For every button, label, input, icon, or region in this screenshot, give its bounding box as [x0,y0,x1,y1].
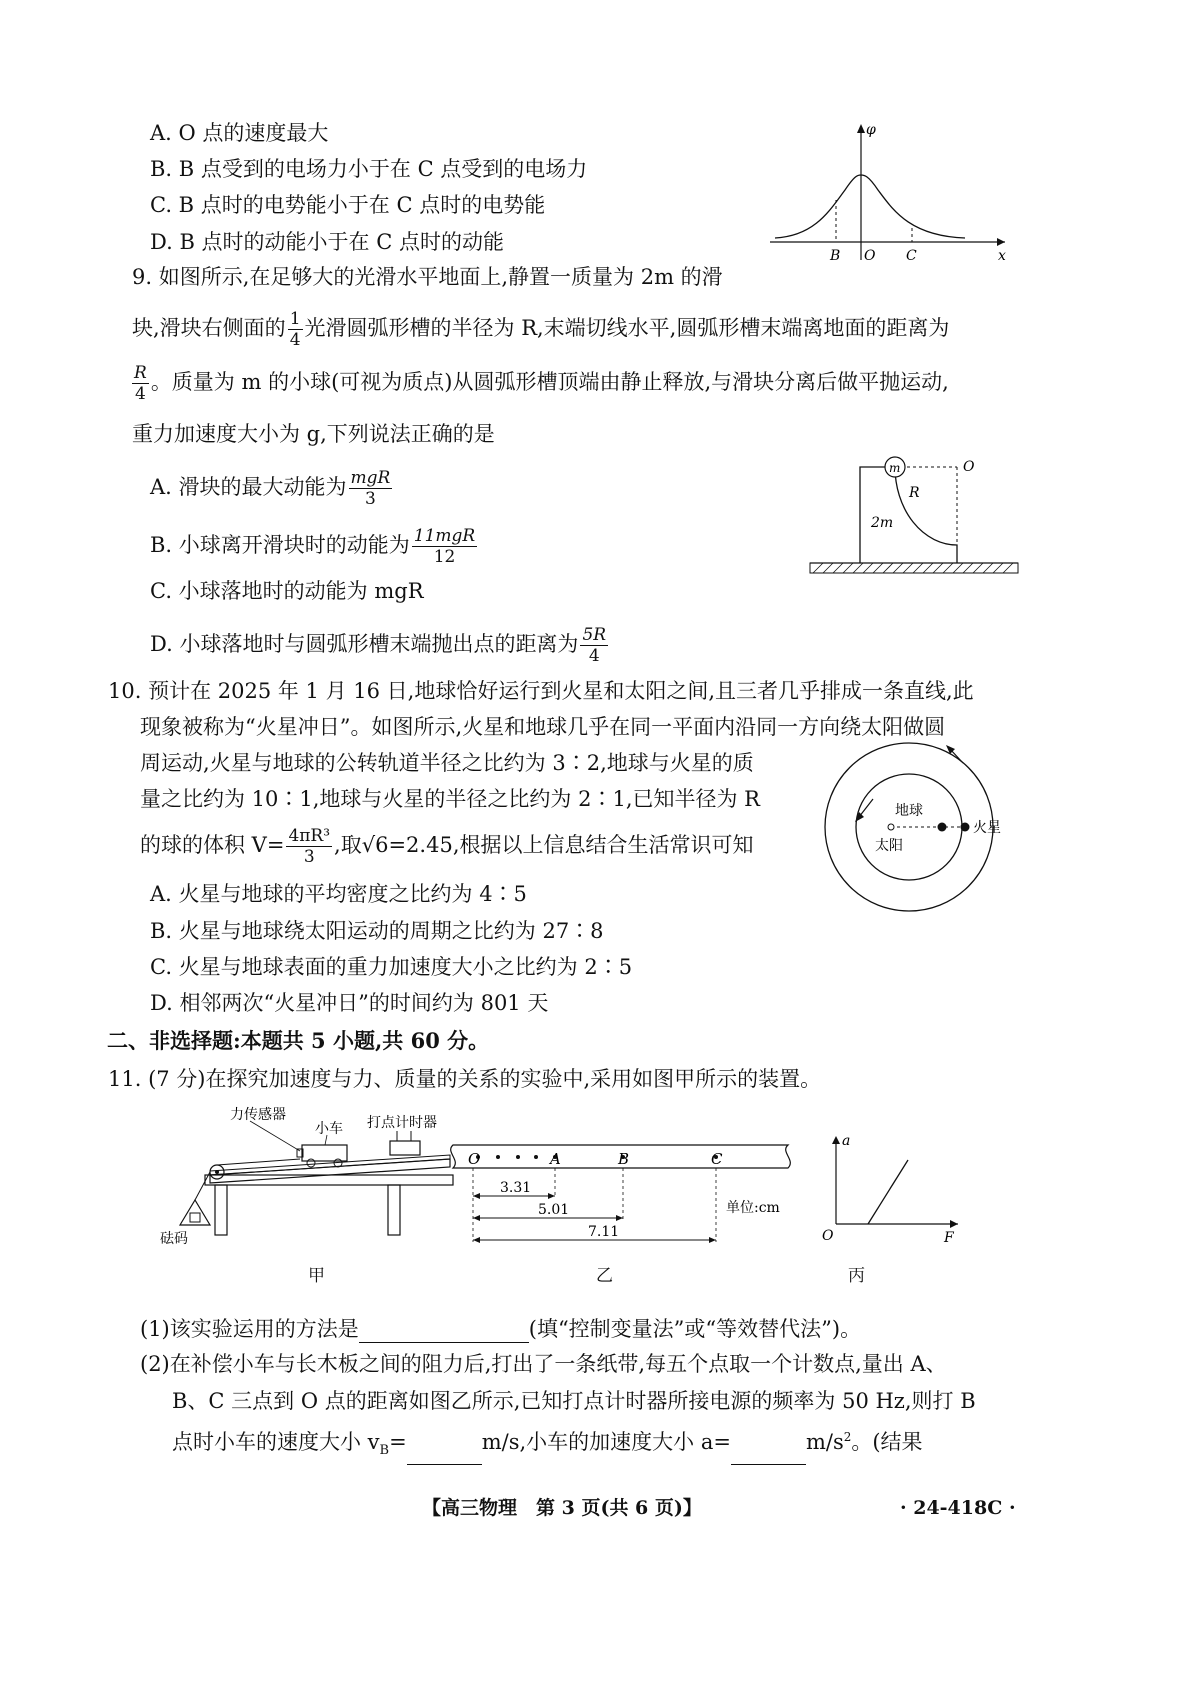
tape-c-label: C [711,1150,723,1168]
q9-option-a [150,465,394,509]
q8-option-a: A. O 点的速度最大 [150,121,329,145]
cart-label: 小车 [315,1121,343,1137]
q10-option-b: B. 火星与地球绕太阳运动的周期之比约为 27∶8 [150,919,604,943]
x-label: x [998,248,1006,264]
distance-oa: 3.31 [500,1180,532,1196]
sensor-label: 力传感器 [230,1107,286,1123]
fraction-quarter [288,309,303,350]
origin-label: O [822,1228,834,1244]
answer-blank-acceleration[interactable] [731,1442,806,1465]
timer-label: 打点计时器 [367,1115,437,1131]
subscript-b: B [379,1443,390,1459]
weight-label: 砝码 [160,1231,188,1247]
frac-num: R [134,363,147,383]
fraction-volume [286,826,332,867]
frac-den: 3 [365,489,376,509]
q10-line3: 周运动,火星与地球的公转轨道半径之比约为 3∶2,地球与火星的质 [140,751,754,775]
point-o-label: O [864,248,876,264]
q9-line4: 重力加速度大小为 g,下列说法正确的是 [132,422,495,446]
phi-label: φ [866,122,876,138]
sun-label: 太阳 [875,838,903,854]
tape-o-label: O [468,1150,481,1168]
q9-line3 [130,360,949,404]
part2-text-c: m/s,小车的加速度大小 a= [481,1430,731,1454]
frac-den: 3 [303,847,315,867]
point-c-label: C [906,248,917,264]
fraction [349,468,393,509]
q11-part2-line1: (2)在补偿小车与长木板之间的阻力后,打出了一条纸带,每五个点取一个计数点,量出 A、 [140,1352,947,1376]
q9-option-b [150,523,479,567]
superscript-2: 2 [843,1430,852,1444]
q9-line2-text-b: 光滑圆弧形槽的半径为 R,末端切线水平,圆弧形槽末端离地面的距离为 [304,316,950,340]
frac-den: 4 [134,384,146,404]
q11-line1: 11. (7 分)在探究加速度与力、质量的关系的实验中,采用如图甲所示的装置。 [108,1067,822,1091]
center-o-label: O [963,459,975,475]
part1-text-a: (1)该实验运用的方法是 [140,1317,359,1341]
caption-yi: 乙 [596,1266,613,1286]
q9-option-d [150,622,610,666]
q9-block-figure [805,455,1025,580]
part1-text-b: (填“控制变量法”或“等效替代法”)。 [528,1317,862,1341]
q11-a-f-graph [818,1130,968,1245]
frac-num: 11mgR [413,526,476,546]
answer-blank-velocity[interactable] [407,1442,482,1465]
caption-jia: 甲 [308,1266,325,1286]
fraction [580,625,608,666]
q10-line5 [140,823,754,867]
q8-option-d: D. B 点时的动能小于在 C 点时的动能 [150,230,504,254]
q11-part2-line3 [172,1423,923,1465]
frac-num: 5R [582,625,607,645]
q10-line1: 10. 预计在 2025 年 1 月 16 日,地球恰好运行到火星和太阳之间,且三者几乎排成一条直线,此 [108,679,974,703]
fraction [412,526,477,567]
q8-option-b: B. B 点受到的电场力小于在 C 点受到的电场力 [150,157,588,181]
q11-part2-line2: B、C 三点到 O 点的距离如图乙所示,已知打点计时器所接电源的频率为 50 Hz,则打 B [172,1389,976,1413]
q11-apparatus-figure [155,1105,465,1250]
radius-label: R [909,485,920,501]
equals-sign: = [389,1430,407,1454]
frac-num: mgR [350,468,391,488]
frac-den: 4 [289,330,301,350]
footer-code: · 24-418C · [900,1497,1016,1519]
q10-line5-text-b: ,取√6=2.45,根据以上信息结合生活常识可知 [334,833,754,857]
option-text: B. 小球离开滑块时的动能为 [150,533,410,557]
option-text: D. 小球落地时与圆弧形槽末端抛出点的距离为 [150,632,579,656]
q11-part1 [140,1315,861,1343]
q9-option-c: C. 小球落地时的动能为 mgR [150,579,424,603]
q10-orbit-figure [815,735,1015,925]
q9-line3-text: 。质量为 m 的小球(可视为质点)从圆弧形槽顶端由静止释放,与滑块分离后做平抛运动, [150,370,949,394]
q10-line2: 现象被称为“火星冲日”。如图所示,火星和地球几乎在同一平面内沿同一方向绕太阳做圆 [140,715,946,739]
caption-bing: 丙 [848,1266,865,1286]
block-mass-label: 2m [871,515,894,531]
axis-f-label: F [944,1230,954,1245]
frac-num: 1 [289,309,301,329]
axis-a-label: a [842,1133,851,1149]
q9-line1: 9. 如图所示,在足够大的光滑水平地面上,静置一质量为 2m 的滑 [132,265,723,289]
fraction-r-over-4 [132,363,149,404]
q10-option-d: D. 相邻两次“火星冲日”的时间约为 801 天 [150,991,549,1015]
unit-label: 单位:cm [726,1200,780,1216]
q10-option-c: C. 火星与地球表面的重力加速度大小之比约为 2∶5 [150,955,633,979]
part2-text-a: 点时小车的速度大小 v [172,1430,380,1454]
part2-text-e: 。(结果 [851,1430,923,1454]
q10-line4: 量之比约为 10∶1,地球与火星的半径之比约为 2∶1,已知半径为 R [140,787,760,811]
distance-oc: 7.11 [588,1224,620,1240]
q8-option-c: C. B 点时的电势能小于在 C 点时的电势能 [150,193,546,217]
q9-line2-text-a: 块,滑块右侧面的 [132,316,286,340]
answer-blank-method[interactable] [359,1320,529,1343]
section-heading: 二、非选择题:本题共 5 小题,共 60 分。 [107,1028,490,1053]
option-text: A. 滑块的最大动能为 [150,475,347,499]
q8-potential-graph [760,120,1020,270]
frac-num: 4πR³ [288,826,331,846]
tape-a-label: A [550,1150,561,1168]
point-b-label: B [830,248,841,264]
frac-den: 12 [433,547,456,567]
q10-option-a: A. 火星与地球的平均密度之比约为 4∶5 [150,882,527,906]
tape-b-label: B [618,1150,630,1168]
q11-tape-figure [448,1130,803,1250]
earth-label: 地球 [895,803,923,819]
q10-line5-text-a: 的球的体积 V= [140,833,285,857]
part2-text-d: m/s [805,1430,844,1454]
q9-line2 [132,308,949,348]
frac-den: 4 [588,646,600,666]
distance-ob: 5.01 [538,1202,570,1218]
footer-page-info: 【高三物理 第 3 页(共 6 页)】 [422,1497,702,1519]
mars-label: 火星 [973,820,1001,836]
ball-label: m [889,461,901,475]
